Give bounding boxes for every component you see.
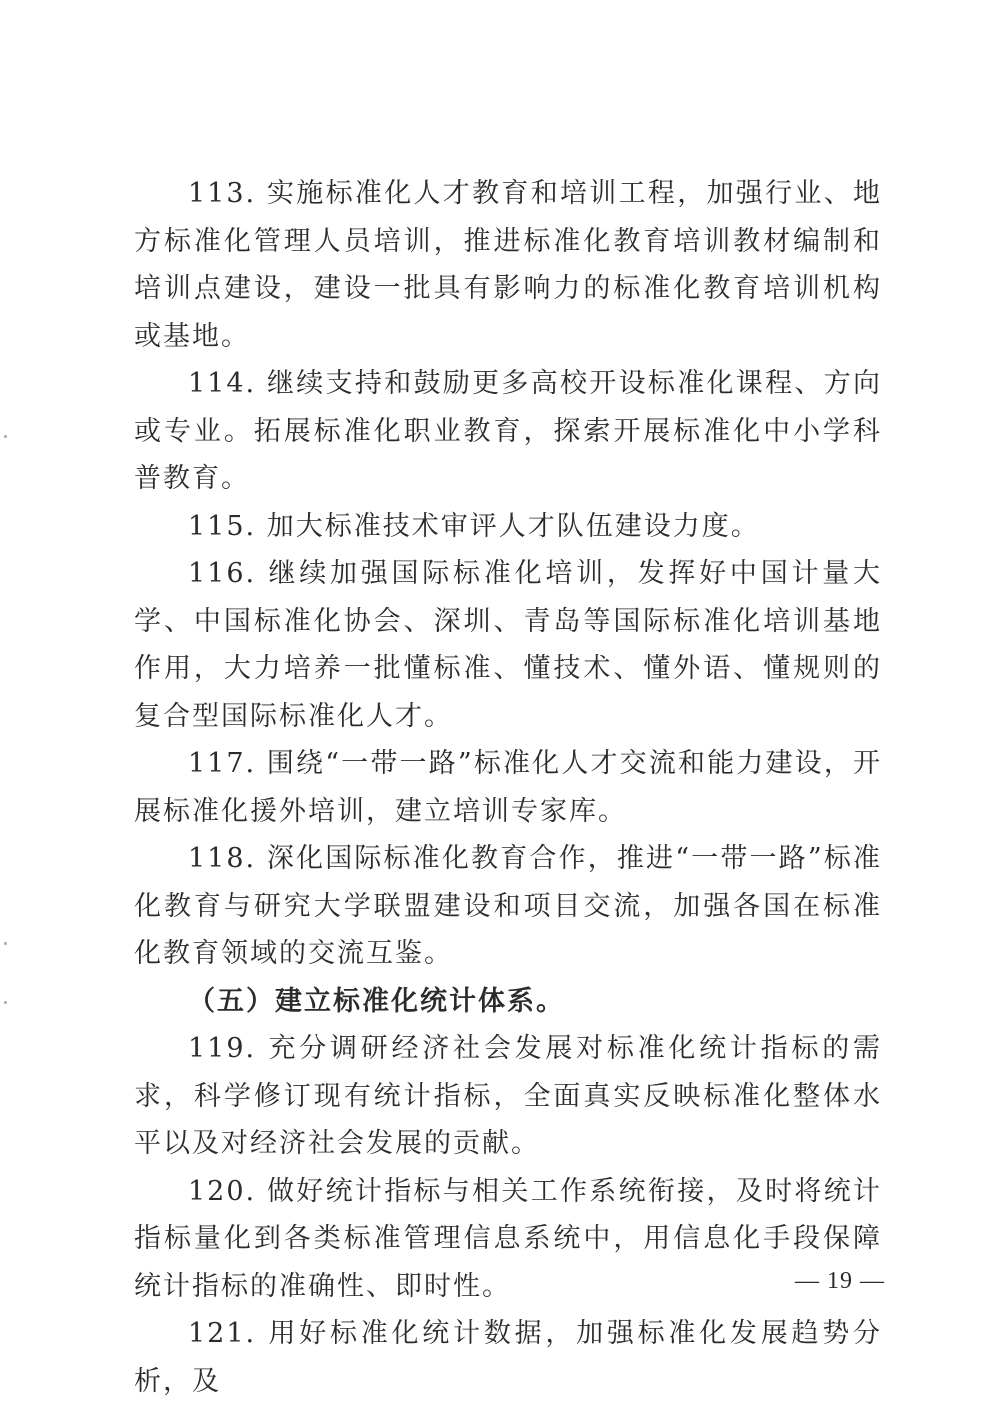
paragraph-121: 121. 用好标准化统计数据，加强标准化发展趋势分析，及	[134, 1318, 882, 1397]
paragraph-116: 116. 继续加强国际标准化培训，发挥好中国计量大学、中国标准化协会、深圳、青岛等国际标准化培训基地作用，大力培养一批懂标准、懂技术、懂外语、懂规则的复合型国际标准化人才。	[134, 558, 882, 732]
scan-artifact	[4, 942, 7, 945]
paragraph-118: 118. 深化国际标准化教育合作，推进“一带一路”标准化教育与研究大学联盟建设和项目交流，加强各国在标准化教育领域的交流互鉴。	[134, 843, 882, 969]
paragraph-113: 113. 实施标准化人才教育和培训工程，加强行业、地方标准化管理人员培训，推进标准化教育培训教材编制和培训点建设，建设一批具有影响力的标准化教育培训机构或基地。	[134, 178, 882, 352]
scan-artifact	[4, 1001, 7, 1004]
page-number: — 19 —	[795, 1268, 885, 1294]
paragraph-119: 119. 充分调研经济社会发展对标准化统计指标的需求，科学修订现有统计指标，全面真实反映标准化整体水平以及对经济社会发展的贡献。	[134, 1033, 882, 1159]
section-heading: （五）建立标准化统计体系。	[188, 985, 565, 1017]
paragraph-115: 115. 加大标准技术审评人才队伍建设力度。	[188, 510, 760, 542]
paragraph-114: 114. 继续支持和鼓励更多高校开设标准化课程、方向或专业。拓展标准化职业教育，探索开展标准化中小学科普教育。	[134, 368, 882, 494]
paragraph-120: 120. 做好统计指标与相关工作系统衔接，及时将统计指标量化到各类标准管理信息系统中，用信息化手段保障统计指标的准确性、即时性。	[134, 1175, 882, 1302]
document-body	[134, 170, 882, 1405]
scan-artifact	[4, 435, 7, 438]
paragraph-117: 117. 围绕“一带一路”标准化人才交流和能力建设，开展标准化援外培训，建立培训专家库。	[134, 748, 882, 827]
